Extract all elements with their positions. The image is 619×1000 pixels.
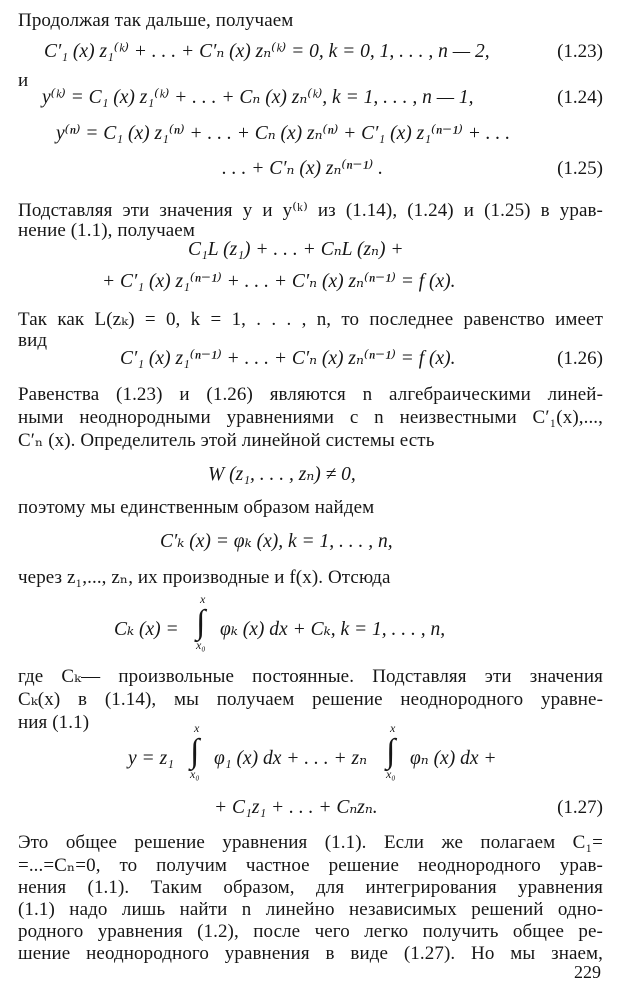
text-line: нения (1.1). Таким образом, для интегрирования уравнения xyxy=(18,877,603,898)
equation-L-line1: C₁L (z₁) + . . . + CₙL (zₙ) + xyxy=(188,239,404,260)
equation-1-25-line1: y⁽ⁿ⁾ = C₁ (x) z₁⁽ⁿ⁾ + . . . + Cₙ (x) zₙ⁽ⁿ⁾ + C′₁ (x) z₁⁽ⁿ⁻¹⁾ + . . . xyxy=(56,123,511,144)
equation-ck-prime: C′ₖ (x) = φₖ (x), k = 1, . . . , n, xyxy=(160,531,393,552)
equation-ck-lhs: Cₖ (x) = xyxy=(114,619,179,640)
equation-number: (1.24) xyxy=(557,87,603,108)
equation-1-27-y: y = z₁ xyxy=(128,748,174,769)
text-line: =...=Cₙ=0, то получим частное решение неоднородного урав- xyxy=(18,855,603,876)
text-line: ными неоднородными уравнениями с n неизвестными C′₁(x),..., xyxy=(18,407,603,428)
equation-wronskian: W (z₁, . . . , zₙ) ≠ 0, xyxy=(208,464,356,485)
text-line: где Cₖ— произвольные постоянные. Подставляя эти значения xyxy=(18,666,603,687)
equation-number: (1.25) xyxy=(557,158,603,179)
text-line: Подставляя эти значения y и y⁽ᵏ⁾ из (1.14), (1.24) и (1.25) в урав- xyxy=(18,200,603,221)
text-line: Продолжая так дальше, получаем xyxy=(18,10,294,31)
equation-1-27-line2: + C₁z₁ + . . . + Cₙzₙ. xyxy=(214,797,378,818)
equation-1-24: y⁽ᵏ⁾ = C₁ (x) z₁⁽ᵏ⁾ + . . . + Cₙ (x) zₙ⁽ᵏ⁾, k = 1, . . . , n — 1, xyxy=(42,87,474,108)
text-line: шение неоднородного уравнения в виде (1.27). Но мы знаем, xyxy=(18,943,603,964)
equation-number: (1.26) xyxy=(557,348,603,369)
conjunction: и xyxy=(18,70,29,91)
equation-1-25-line2: . . . + C′ₙ (x) zₙ⁽ⁿ⁻¹⁾ . xyxy=(222,158,383,179)
text-line: Равенства (1.23) и (1.26) являются n алгебраическими линей- xyxy=(18,384,603,405)
text-line: через z₁,..., zₙ, их производные и f(x). Отсюда xyxy=(18,567,391,588)
integral-lower-limit: x₀ xyxy=(196,638,206,652)
equation-1-27-end: φₙ (x) dx + xyxy=(410,748,497,769)
integral-sign: x ∫ x₀ xyxy=(386,721,396,781)
text-line: вид xyxy=(18,330,48,351)
integral-sign: x ∫ x₀ xyxy=(196,592,206,652)
text-line: Cₖ(x) в (1.14), мы получаем решение неоднородного уравне- xyxy=(18,689,603,710)
integral-sign: x ∫ x₀ xyxy=(190,721,200,781)
text-line: родного уравнения (1.2), после чего легко получить общее ре- xyxy=(18,921,603,942)
page-number: 229 xyxy=(574,962,601,982)
text-line: (1.1) надо лишь найти n линейно независимых решений одно- xyxy=(18,899,603,920)
equation-number: (1.23) xyxy=(557,41,603,62)
text-line: ния (1.1) xyxy=(18,712,90,733)
text-line: C′ₙ (x). Определитель этой линейной системы есть xyxy=(18,430,435,451)
equation-L-line2: + C′₁ (x) z₁⁽ⁿ⁻¹⁾ + . . . + C′ₙ (x) zₙ⁽ⁿ⁻¹⁾ = f (x). xyxy=(102,271,456,292)
equation-1-26: C′₁ (x) z₁⁽ⁿ⁻¹⁾ + . . . + C′ₙ (x) zₙ⁽ⁿ⁻¹⁾ = f (x). xyxy=(120,348,456,369)
text-line: нение (1.1), получаем xyxy=(18,220,195,241)
integral-upper-limit: x xyxy=(200,592,206,606)
text-line: поэтому мы единственным образом найдем xyxy=(18,497,375,518)
equation-1-23: C′₁ (x) z₁⁽ᵏ⁾ + . . . + C′ₙ (x) zₙ⁽ᵏ⁾ = 0, k = 0, 1, . . . , n — 2, xyxy=(44,41,490,62)
text-line: Так как L(zₖ) = 0, k = 1, . . . , n, то последнее равенство имеет xyxy=(18,309,603,330)
equation-ck-rhs: φₖ (x) dx + Cₖ, k = 1, . . . , n, xyxy=(220,619,446,640)
equation-number: (1.27) xyxy=(557,797,603,818)
text-line: Это общее решение уравнения (1.1). Если же полагаем C₁= xyxy=(18,832,603,853)
equation-1-27-mid: φ₁ (x) dx + . . . + zₙ xyxy=(214,748,368,769)
